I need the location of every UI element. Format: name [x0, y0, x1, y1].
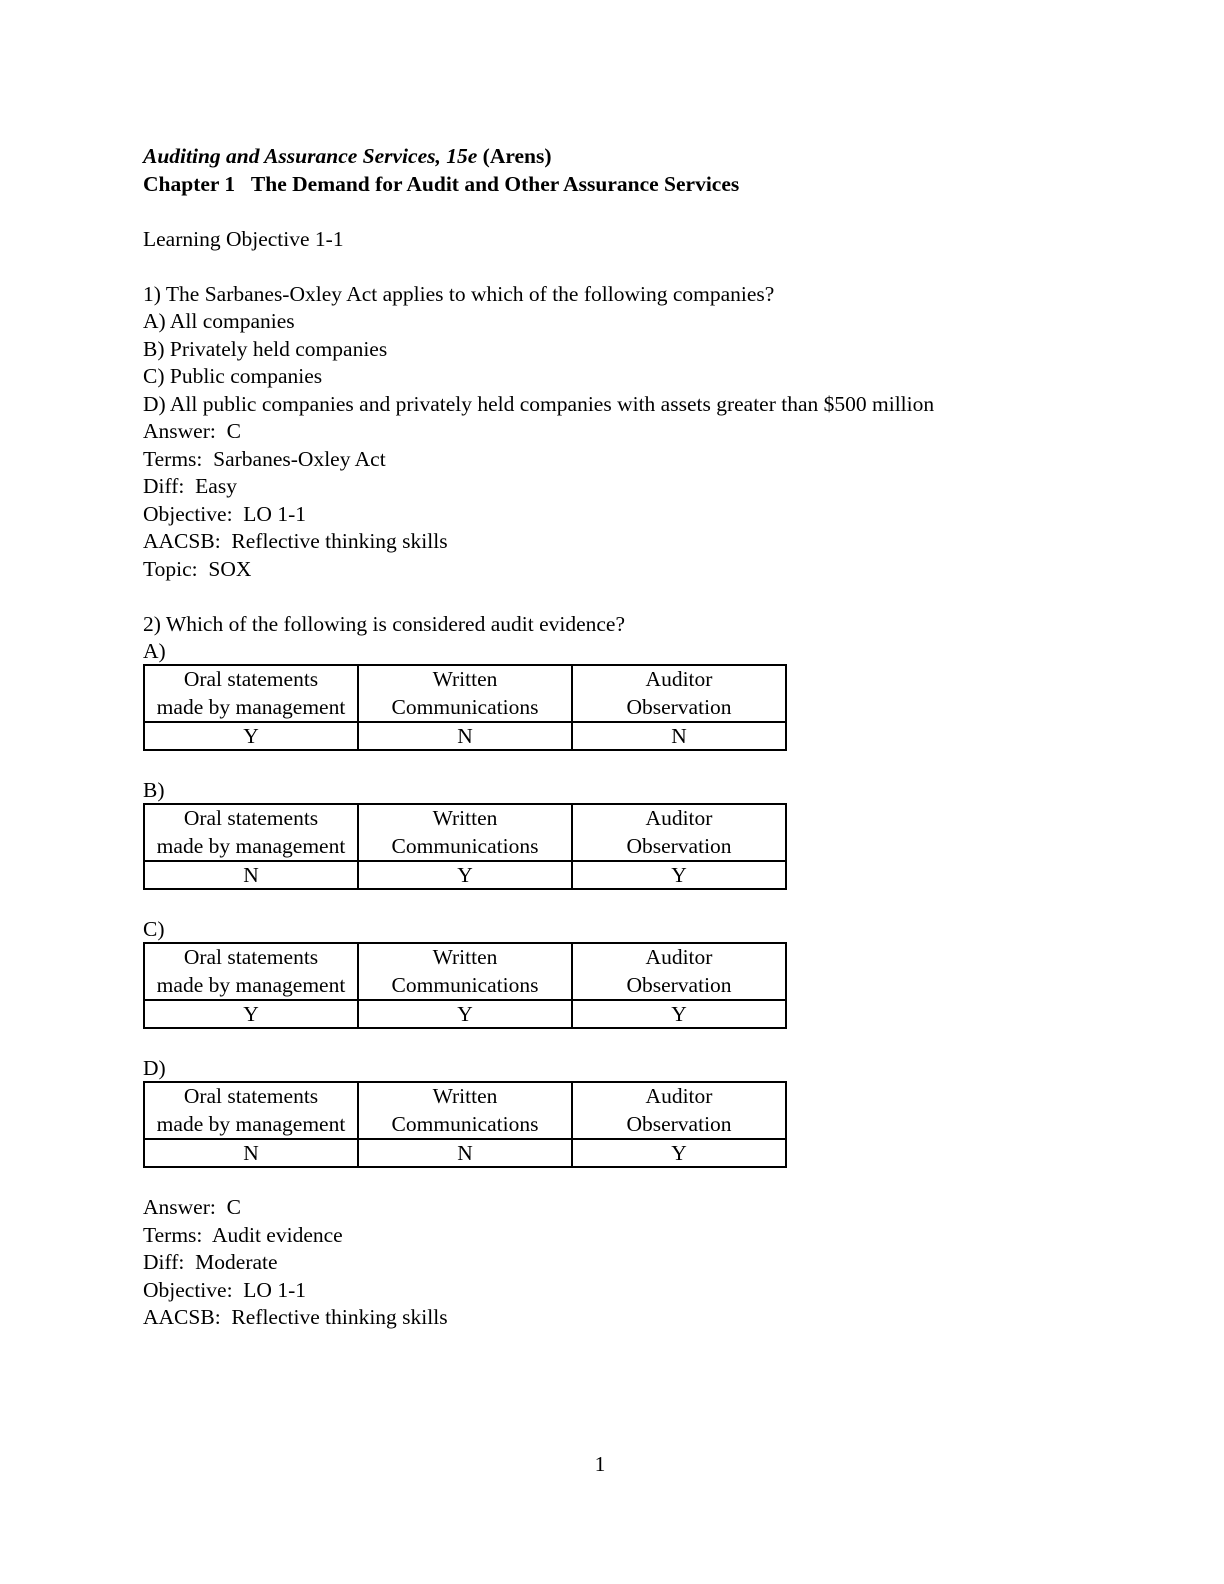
- header-written-communications: Written Communications: [358, 804, 572, 861]
- value-auditor-observation: Y: [572, 1139, 786, 1167]
- question-1-answer: Answer: C: [143, 419, 241, 443]
- option-label: D): [143, 1056, 166, 1080]
- option-table: [143, 942, 787, 1029]
- option-table-header: [144, 804, 786, 861]
- question-2-diff: Diff: Moderate: [143, 1250, 278, 1274]
- document-content: [143, 142, 1103, 1332]
- question-2-answer: Answer: C: [143, 1195, 241, 1219]
- header-auditor-observation: Auditor Observation: [572, 1082, 786, 1139]
- book-title-line: [143, 142, 1103, 170]
- value-auditor-observation: N: [572, 722, 786, 750]
- option-label: B): [143, 778, 165, 802]
- header-written-communications: Written Communications: [358, 943, 572, 1000]
- chapter-title: Chapter 1 The Demand for Audit and Other Assurance Services: [143, 172, 740, 196]
- value-oral-statements: N: [144, 861, 358, 889]
- header-oral-statements: Oral statements made by management: [144, 804, 358, 861]
- question-1-text: 1) The Sarbanes-Oxley Act applies to which of the following companies?: [143, 281, 775, 306]
- question-1-topic: Topic: SOX: [143, 556, 252, 581]
- value-written-communications: Y: [358, 1000, 572, 1028]
- question-2-terms: Terms: Audit evidence: [143, 1222, 343, 1247]
- option-label: A): [143, 639, 166, 663]
- question-1-diff: Diff: Easy: [143, 474, 237, 498]
- header-oral-statements: Oral statements made by management: [144, 943, 358, 1000]
- question-1-option-b: B) Privately held companies: [143, 336, 388, 361]
- option-table-header: [144, 1082, 786, 1139]
- book-author: (Arens): [482, 144, 552, 168]
- header-oral-statements: Oral statements made by management: [144, 665, 358, 722]
- question-1-objective: Objective: LO 1-1: [143, 501, 306, 526]
- question-2-option-a: [143, 638, 1103, 751]
- option-table-values: [144, 1000, 786, 1028]
- option-table-values: [144, 861, 786, 889]
- header-written-communications: Written Communications: [358, 1082, 572, 1139]
- value-written-communications: N: [358, 1139, 572, 1167]
- question-2-option-b: [143, 777, 1103, 890]
- question-2-option-d: [143, 1055, 1103, 1168]
- question-1-option-c: C) Public companies: [143, 364, 323, 388]
- option-table-header: [144, 665, 786, 722]
- value-auditor-observation: Y: [572, 1000, 786, 1028]
- question-1-aacsb: AACSB: Reflective thinking skills: [143, 529, 448, 553]
- header-auditor-observation: Auditor Observation: [572, 665, 786, 722]
- option-table-values: [144, 722, 786, 750]
- question-1-terms: Terms: Sarbanes-Oxley Act: [143, 446, 386, 471]
- header-auditor-observation: Auditor Observation: [572, 943, 786, 1000]
- value-oral-statements: Y: [144, 1000, 358, 1028]
- option-label: C): [143, 917, 165, 941]
- question-2-option-c: [143, 916, 1103, 1029]
- option-table-values: [144, 1139, 786, 1167]
- option-table: [143, 664, 787, 751]
- value-oral-statements: N: [144, 1139, 358, 1167]
- option-table: [143, 1081, 787, 1168]
- question-2-aacsb: AACSB: Reflective thinking skills: [143, 1305, 448, 1329]
- question-2-objective: Objective: LO 1-1: [143, 1277, 306, 1302]
- book-title: Auditing and Assurance Services, 15e: [143, 144, 478, 168]
- header-oral-statements: Oral statements made by management: [144, 1082, 358, 1139]
- question-2-text: 2) Which of the following is considered audit evidence?: [143, 611, 626, 636]
- value-oral-statements: Y: [144, 722, 358, 750]
- option-table: [143, 803, 787, 890]
- header-auditor-observation: Auditor Observation: [572, 804, 786, 861]
- learning-objective-heading: Learning Objective 1-1: [143, 226, 344, 251]
- option-table-header: [144, 943, 786, 1000]
- question-1-option-d: D) All public companies and privately held companies with assets greater than $500 million: [143, 391, 935, 416]
- header-written-communications: Written Communications: [358, 665, 572, 722]
- question-1-option-a: A) All companies: [143, 309, 295, 333]
- page-number: 1: [594, 1452, 606, 1476]
- value-auditor-observation: Y: [572, 861, 786, 889]
- value-written-communications: N: [358, 722, 572, 750]
- value-written-communications: Y: [358, 861, 572, 889]
